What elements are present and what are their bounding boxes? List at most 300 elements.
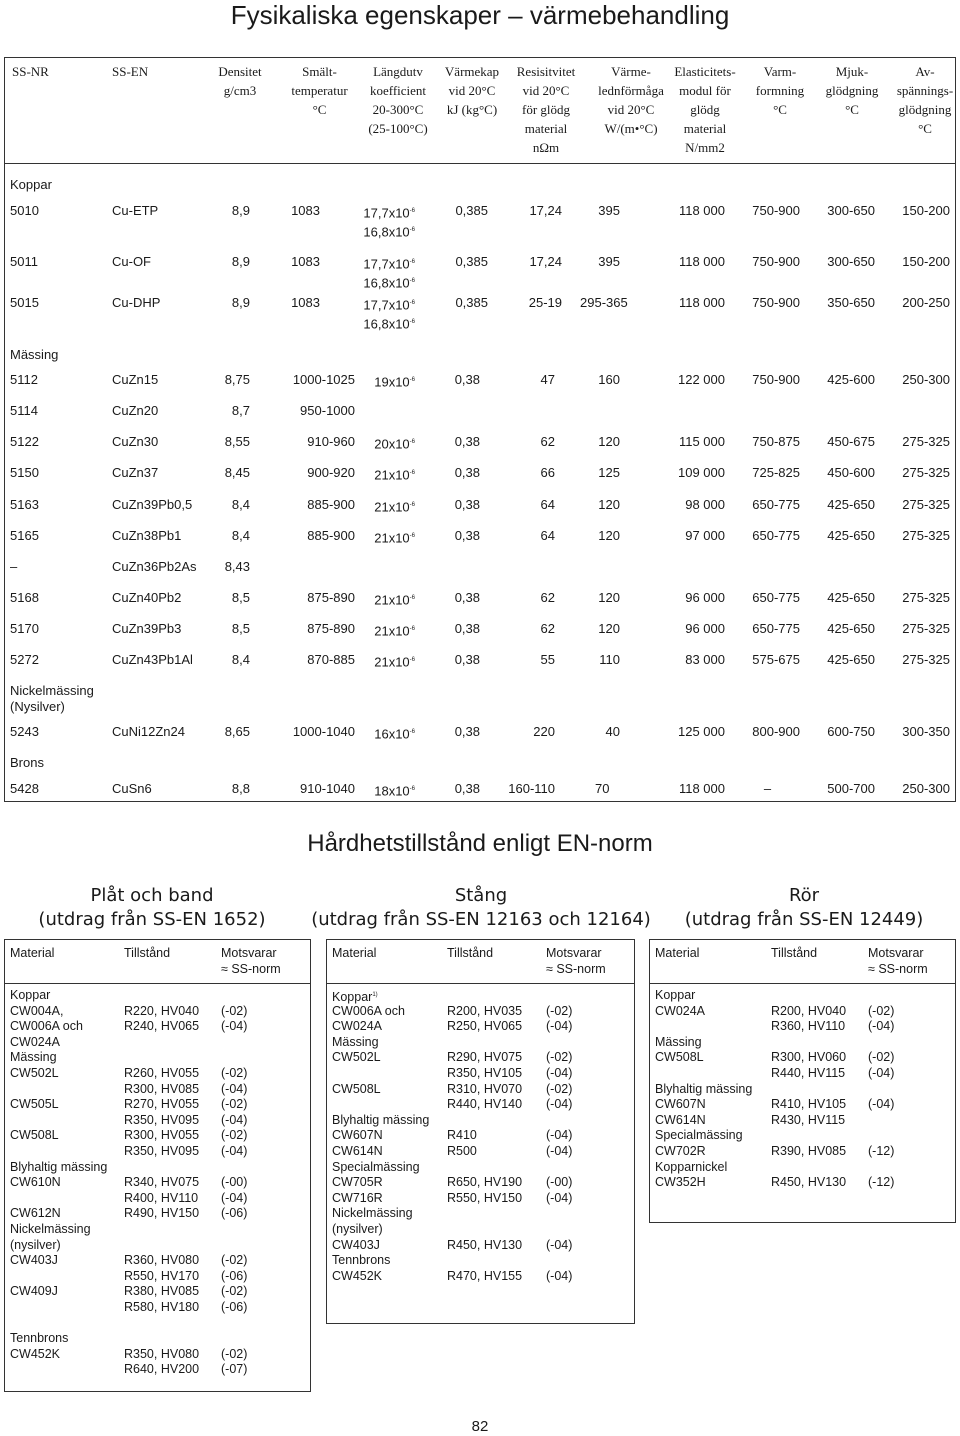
cell-text: 62 [540, 590, 555, 605]
cell-text: 350-650 [827, 295, 875, 310]
cell-vk [440, 203, 488, 219]
cell-text: CW508L [10, 1128, 59, 1143]
cell-text: CW702R [655, 1144, 706, 1158]
cell-text: 220 [533, 724, 555, 739]
cell-av [880, 497, 950, 513]
cell-vl [595, 590, 620, 606]
temper-value: R200, HV040 [771, 1003, 847, 1018]
cell-text: CW403J [10, 1253, 58, 1268]
exponent: -6 [409, 595, 415, 601]
cell-text: 295-365 [580, 295, 628, 310]
cell-dens [205, 372, 250, 388]
temper-value: R440, HV115 [771, 1066, 846, 1080]
cell-varm [735, 497, 800, 513]
cell-en [112, 465, 158, 481]
cell-text: 25-19 [528, 295, 562, 310]
cell-text: 120 [598, 621, 620, 636]
cell-mjuk [805, 621, 875, 637]
cell-mjuk [805, 652, 875, 668]
temper-value: R640, HV200 [124, 1362, 200, 1377]
cell-lang [345, 254, 415, 272]
cell-text: CW024A [655, 1003, 706, 1018]
cell-vl [595, 372, 620, 388]
cell-res [500, 465, 555, 481]
ss-value: (-04) [546, 1190, 573, 1205]
column-header: Material [10, 946, 55, 960]
cell-text: CW006A och [10, 1019, 83, 1034]
column-header: ≈ SS-norm [221, 962, 281, 976]
temper-value: R580, HV180 [124, 1300, 200, 1314]
cell-text: Mässing [10, 1050, 57, 1065]
cell-lang [360, 528, 415, 546]
header-cell: g/cm3 [223, 83, 257, 98]
cell-text: 5122 [10, 434, 39, 449]
cell-varm [735, 621, 800, 637]
cell-text: 20x10 [374, 436, 410, 452]
temper-value: R300, HV085 [124, 1081, 200, 1096]
exponent: -6 [409, 533, 415, 539]
cell-text: 875-890 [307, 621, 355, 636]
temper-value: R350, HV095 [124, 1112, 200, 1127]
cell-text: 5010 [10, 203, 39, 218]
cell-vl [595, 528, 620, 544]
cell-text: 425-650 [827, 528, 875, 543]
temper-value: R430, HV115 [771, 1112, 846, 1127]
category-label [655, 1035, 702, 1051]
table-row [0, 559, 960, 577]
page-number: 82 [471, 1418, 489, 1435]
cell-text: Blyhaltig mässing [10, 1159, 108, 1174]
table-row [0, 203, 960, 240]
cell-text: 0,38 [454, 528, 480, 543]
exponent: -6 [409, 729, 415, 735]
cell-text: CW006A och [332, 1003, 405, 1018]
cell-text: 40 [605, 724, 620, 739]
cell-en [112, 590, 181, 606]
cell-el [655, 254, 725, 270]
cell-smalt [265, 652, 355, 668]
exponent: -6 [409, 227, 415, 233]
table-row [0, 295, 960, 332]
column-header: Tillstånd [447, 946, 494, 960]
category-label [10, 1160, 107, 1176]
cell-text: 650-775 [752, 528, 800, 543]
cell-lang [360, 465, 415, 483]
header-cell: SS-NR [12, 64, 49, 79]
cell-res [500, 724, 555, 740]
table-row [0, 652, 960, 670]
cell-text: 275-325 [902, 465, 950, 480]
cell-text: 160 [598, 372, 620, 387]
section-title: Plåt och band [90, 885, 214, 906]
cell-text: Specialmässing [655, 1128, 743, 1143]
cell-text: 0,38 [454, 652, 480, 667]
cell-ss [10, 781, 39, 797]
cell-text: Tennbrons [332, 1253, 391, 1268]
cell-text: 750-900 [752, 295, 800, 310]
cell-text: 5428 [10, 781, 39, 796]
cell-text: CuZn38Pb1 [112, 528, 182, 543]
ss-value: (-04) [868, 1019, 895, 1034]
cell-en [112, 781, 152, 797]
cell-smalt [265, 434, 355, 450]
cell-text: CuSn6 [112, 781, 152, 796]
exponent: -6 [409, 278, 415, 284]
cell-res [500, 372, 555, 388]
cell-text: 64 [540, 497, 555, 512]
cell-en [112, 403, 158, 419]
cell-text: 18x10 [374, 783, 410, 799]
cell-varm [735, 434, 800, 450]
cell-text: 750-900 [752, 372, 800, 387]
cell-text: 8,55 [224, 434, 250, 449]
category-label: Brons [10, 755, 44, 770]
cell-text: Koppar [655, 988, 696, 1002]
cell-text: 16,8x10 [363, 316, 410, 332]
cell-en [112, 295, 160, 311]
table-row [0, 528, 960, 546]
page-title: Fysikaliska egenskaper – värmebehandling [230, 0, 730, 30]
cell-text: CW505L [10, 1097, 59, 1112]
cell-text: 21x10 [374, 592, 410, 608]
header-cell: temperatur [291, 83, 348, 98]
cell-text: 450-600 [827, 465, 875, 480]
cell-text: 47 [540, 372, 555, 387]
ss-value: (-02) [546, 1050, 573, 1065]
cell-text: 275-325 [902, 434, 950, 449]
material-name [332, 1191, 383, 1207]
cell-ss [10, 528, 39, 544]
cell-text: Mässing [655, 1034, 702, 1049]
cell-el [655, 497, 725, 513]
header-cell: °C [918, 121, 932, 136]
cell-lang [360, 372, 415, 390]
cell-text: 125 000 [678, 724, 725, 739]
cell-vl [595, 724, 620, 740]
cell-dens [205, 254, 250, 270]
cell-text: 21x10 [374, 654, 410, 670]
cell-text: 83 000 [685, 652, 725, 667]
cell-text: 21x10 [374, 467, 410, 483]
cell-text: 0,38 [454, 465, 480, 480]
header-cell: material [524, 121, 568, 136]
cell-el [655, 528, 725, 544]
ss-value: (-04) [546, 1268, 573, 1283]
material-name [10, 1347, 60, 1363]
cell-text: CW403J [332, 1237, 380, 1252]
header-cell: modul för [679, 83, 731, 98]
header-cell: Densitet [218, 64, 262, 79]
cell-text: 0,38 [454, 497, 480, 512]
cell-ss [10, 403, 38, 419]
cell-lang [360, 652, 415, 670]
cell-text: 0,38 [454, 781, 480, 796]
cell-text: Tennbrons [10, 1331, 69, 1346]
cell-text: 500-700 [827, 781, 875, 796]
cell-text: 0,38 [454, 372, 480, 387]
cell-text: (nysilver) [332, 1222, 383, 1236]
ss-value: (-02) [221, 1097, 248, 1112]
cell-ss [10, 465, 39, 481]
cell-mjuk [805, 295, 875, 311]
ss-value: (-02) [221, 1253, 248, 1268]
cell-text: 425-650 [827, 497, 875, 512]
cell-text: CW452K [10, 1346, 61, 1361]
ss-value: (-04) [546, 1144, 573, 1158]
cell-text: Specialmässing [332, 1159, 420, 1174]
cell-text: 1083 [291, 254, 320, 269]
category-label [332, 1035, 379, 1051]
cell-text: Blyhaltig mässing [655, 1081, 753, 1096]
cell-vl [595, 652, 620, 668]
category-label [332, 1113, 429, 1129]
cell-ss [10, 434, 39, 450]
material-name [655, 1113, 706, 1129]
cell-text: 1000-1040 [292, 724, 355, 739]
cell-text: CW508L [332, 1081, 381, 1096]
column-header: Tillstånd [771, 946, 818, 960]
cell-text: 62 [540, 434, 555, 449]
cell-text: 5272 [10, 652, 39, 667]
table-row [0, 465, 960, 483]
cell-el [655, 621, 725, 637]
cell-text: 300-650 [827, 203, 875, 218]
cell-text: 0,38 [454, 724, 480, 739]
header-cell: material [683, 121, 727, 136]
category-label [10, 1238, 61, 1254]
cell-lang [360, 434, 415, 452]
cell-ss [10, 497, 39, 513]
header-cell: 20-300°C [372, 102, 424, 117]
exponent: -6 [409, 470, 415, 476]
material-name [332, 1269, 382, 1285]
cell-text: 725-825 [752, 465, 800, 480]
temper-value: R390, HV085 [771, 1144, 847, 1158]
cell-text: 5015 [10, 295, 39, 310]
cell-text: Cu-DHP [112, 295, 161, 310]
cell-text: CW607N [332, 1128, 383, 1143]
cell-dens [205, 203, 250, 219]
cell-text: 8,9 [231, 254, 250, 269]
cell-text: 5243 [10, 724, 39, 739]
cell-text: 5168 [10, 590, 39, 605]
cell-text: 16x10 [374, 726, 410, 742]
ss-value: (-12) [868, 1175, 895, 1190]
cell-en [112, 652, 193, 668]
table-row [0, 621, 960, 639]
cell-text: CuZn43Pb1Al [112, 652, 193, 667]
material-name [655, 1097, 706, 1113]
cell-mjuk [805, 465, 875, 481]
cell-lang [360, 781, 415, 799]
cell-text: 118 000 [678, 203, 725, 218]
cell-vk [425, 724, 480, 740]
temper-value: R310, HV070 [447, 1081, 523, 1096]
ss-value: (-02) [221, 1284, 248, 1299]
cell-ss [10, 652, 39, 668]
cell-text: 150-200 [902, 203, 950, 218]
material-name [10, 1004, 64, 1020]
section-subtitle: (utdrag från SS-EN 12163 och 12164) [311, 909, 651, 930]
cell-varm [735, 590, 800, 606]
cell-text: 98 000 [685, 497, 725, 512]
header-cell: °C [845, 102, 859, 117]
header-cell: Värme- [611, 64, 651, 79]
ss-value: (-02) [546, 1081, 573, 1096]
cell-text: 8,45 [224, 465, 250, 480]
temper-value: R350, HV080 [124, 1346, 200, 1361]
cell-mjuk [805, 372, 875, 388]
cell-lang [360, 724, 415, 742]
header-cell: N/mm2 [685, 140, 725, 155]
cell-text: CW502L [332, 1050, 381, 1065]
header-cell: koefficient [369, 83, 427, 98]
header-cell: Varm- [763, 64, 797, 79]
cell-av [880, 528, 950, 544]
cell-ss [10, 254, 38, 270]
cell-text: 122 000 [678, 372, 725, 387]
ss-value: (-02) [221, 1066, 248, 1080]
cell-text: 275-325 [902, 497, 950, 512]
header-cell: glödgning [898, 102, 952, 117]
cell-text: 275-325 [902, 652, 950, 667]
column-header: ≈ SS-norm [546, 962, 606, 976]
cell-res [500, 621, 555, 637]
ss-value: (-04) [221, 1112, 248, 1127]
material-name [332, 1082, 381, 1098]
category-label [10, 988, 50, 1004]
cell-text: 885-900 [307, 528, 355, 543]
header-cell: spännings- [896, 83, 954, 98]
ss-value: (-00) [221, 1175, 248, 1190]
exponent: -6 [409, 786, 415, 792]
cell-text: 300-650 [827, 254, 875, 269]
exponent: -6 [409, 259, 415, 265]
header-cell: vid 20°C [448, 83, 496, 98]
cell-lang [345, 203, 415, 221]
cell-text: 1000-1025 [292, 372, 355, 387]
material-name [10, 1284, 58, 1300]
ss-value: (-04) [546, 1019, 573, 1034]
material-name [332, 1019, 382, 1035]
cell-text: 910-1040 [300, 781, 355, 796]
cell-text: 8,9 [231, 295, 250, 310]
ss-value: (-04) [221, 1190, 248, 1205]
cell-ss [10, 372, 38, 388]
header-cell: Mjuk- [835, 64, 869, 79]
cell-text: CuZn40Pb2 [112, 590, 182, 605]
cell-vk [440, 254, 488, 270]
cell-av [880, 724, 950, 740]
cell-text: 0,385 [455, 203, 488, 218]
cell-text: 8,5 [231, 621, 250, 636]
temper-value: R300, HV055 [124, 1128, 200, 1143]
category-label [655, 1082, 752, 1098]
temper-value: R290, HV075 [447, 1050, 523, 1065]
cell-text: 875-890 [307, 590, 355, 605]
cell-text: 8,4 [231, 497, 250, 512]
ss-value: (-04) [546, 1066, 573, 1080]
ss-value: (-04) [546, 1128, 573, 1143]
material-name [332, 1144, 383, 1160]
cell-text: 0,38 [454, 434, 480, 449]
cell-text: 110 [599, 652, 620, 667]
cell-text: 395 [598, 254, 620, 269]
cell-vl [595, 497, 620, 513]
cell-ss [10, 621, 39, 637]
header-cell: Längdutv [373, 64, 423, 79]
temper-value: R260, HV055 [124, 1066, 200, 1080]
ss-value: (-06) [221, 1268, 248, 1283]
cell-text: 5112 [10, 372, 38, 387]
ss-value: (-04) [221, 1019, 248, 1034]
cell-varm [735, 372, 800, 388]
cell-text: CW024A [332, 1019, 383, 1034]
cell-text: 425-650 [827, 621, 875, 636]
cell-text: 17,7x10 [363, 205, 410, 221]
cell-vk [440, 295, 488, 311]
cell-el [655, 590, 725, 606]
cell-el [655, 434, 725, 450]
temper-value: R380, HV085 [124, 1284, 200, 1299]
material-name [655, 1004, 705, 1020]
cell-text: 8,5 [231, 590, 250, 605]
category-label [10, 1050, 57, 1066]
cell-text: 16,8x10 [363, 275, 410, 291]
cell-vl [580, 295, 628, 311]
cell-res [500, 497, 555, 513]
header-cell: formning [755, 83, 805, 98]
temper-value: R270, HV055 [124, 1097, 200, 1112]
header-cell: för glödg [521, 102, 571, 117]
cell-vk [425, 434, 480, 450]
cell-vl [595, 465, 620, 481]
cell-text: 5170 [10, 621, 39, 636]
material-name [10, 1019, 83, 1035]
temper-value: R350, HV105 [447, 1066, 523, 1080]
cell-ss [10, 724, 39, 740]
cell-text: 21x10 [374, 499, 410, 515]
cell-text: 21x10 [374, 623, 410, 639]
cell-en [112, 559, 197, 575]
category-label: (Nysilver) [10, 699, 65, 714]
cell-text: CuZn36Pb2As [112, 559, 197, 574]
cell-varm [735, 528, 800, 544]
cell-text: 650-775 [752, 621, 800, 636]
header-cell: W/(m•°C) [604, 121, 658, 136]
category-label [655, 988, 695, 1004]
table-row [0, 254, 960, 291]
cell-text: 425-650 [827, 652, 875, 667]
material-name [655, 1050, 704, 1066]
cell-mjuk [805, 724, 875, 740]
exponent: -6 [409, 319, 415, 325]
cell-text: 250-300 [902, 372, 950, 387]
cell-smalt [265, 403, 355, 419]
cell-smalt [265, 724, 355, 740]
temper-value: R470, HV155 [447, 1268, 523, 1283]
cell-en [112, 621, 181, 637]
material-name [332, 1238, 380, 1254]
cell-varm [730, 254, 800, 270]
cell-av [880, 295, 950, 311]
category-label: Koppar [10, 177, 52, 192]
header-cell: kJ (kg°C) [446, 102, 498, 117]
cell-lang [345, 295, 415, 313]
cell-mjuk [805, 590, 875, 606]
ss-value: (-02) [868, 1003, 895, 1018]
header-cell: lednförmåga [598, 83, 664, 98]
